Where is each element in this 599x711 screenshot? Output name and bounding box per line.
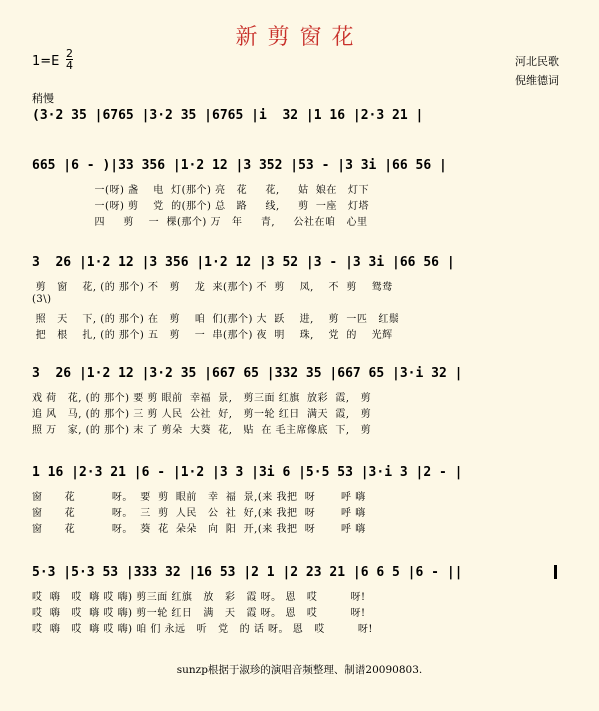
notation-line: 1 16 |2·3 21 |6 - |1·2 |3 3 |3i 6 |5·5 53 |3·i 3 |2 - | — [32, 465, 463, 480]
source-credit: 河北民歌 — [515, 55, 559, 68]
lyric-line: 哎 嗨 哎 嗨 哎 嗨) 剪三面 红旗 放 彩 霞 呀。 恩 哎 呀! — [32, 592, 366, 603]
lyric-line: 追 风 马, (的 那个) 三 剪 人民 公社 好, 剪一轮 红日 满天 霞, 剪 — [32, 409, 372, 420]
lyric-line: 窗 花 呀。 要 剪 眼前 幸 福 景,(来 我把 呀 呼 嗨 — [32, 492, 366, 503]
song-title: 新剪窗花 — [235, 25, 364, 50]
notation-line: 3 26 |1·2 12 |3 356 |1·2 12 |3 52 |3 - |3 3i |66 56 | — [32, 255, 455, 270]
final-barline — [554, 565, 557, 579]
lyric-line: 剪 窗 花, (的 那个) 不 剪 龙 来(那个) 不 剪 凤, 不 剪 鸳鸯 — [32, 282, 393, 293]
lyric-line: 窗 花 呀。 三 剪 人民 公 社 好,(来 我把 呀 呼 嗨 — [32, 508, 366, 519]
lyric-line: 把 根 扎, (的 那个) 五 剪 一 串(那个) 夜 明 珠, 党 的 光辉 — [32, 330, 393, 341]
lyric-line: (3\) — [32, 294, 52, 305]
lyric-line: 戏 荷 花, (的 那个) 要 剪 眼前 幸福 景, 剪三面 红旗 放彩 霞, 剪 — [32, 393, 372, 404]
tempo-marking: 稍慢 — [32, 92, 54, 105]
notation-line: 3 26 |1·2 12 |3·2 35 |667 65 |332 35 |667 65 |3·i 32 | — [32, 366, 463, 381]
transcription-credit: sunzp根据于淑珍的演唱音频整理、制谱20090803. — [176, 664, 423, 676]
notation-line: 665 |6 - )|33 356 |1·2 12 |3 352 |53 - |3 3i |66 56 | — [32, 158, 447, 173]
time-denominator: 4 — [66, 59, 73, 72]
lyric-line: 窗 花 呀。 葵 花 朵朵 向 阳 开,(来 我把 呀 呼 嗨 — [32, 524, 366, 535]
lyric-line: 哎 嗨 哎 嗨 哎 嗨) 咱 们 永远 听 党 的 话 呀。 恩 哎 呀! — [32, 624, 373, 635]
key-signature: 1=E — [32, 54, 60, 69]
lyricist-credit: 倪维德词 — [515, 74, 559, 87]
lyric-line: 照 天 下, (的 那个) 在 剪 咱 们(那个) 大 跃 进, 剪 一匹 红鬃 — [32, 314, 400, 325]
time-signature — [66, 48, 73, 71]
time-numerator: 2 — [66, 47, 73, 60]
notation-line: 5·3 |5·3 53 |333 32 |16 53 |2 1 |2 23 21 |6 6 5 |6 - || — [32, 565, 463, 580]
lyric-line: 一(呀) 盏 电 灯(那个) 亮 花 花, 姑 娘在 灯下 — [32, 185, 369, 196]
lyric-line: 一(呀) 剪 党 的(那个) 总 路 线, 剪 一座 灯塔 — [32, 201, 369, 212]
lyric-line: 照 万 家, (的 那个) 末 了 剪朵 大葵 花, 贴 在 毛主席像底 下, 剪 — [32, 425, 372, 436]
lyric-line: 四 剪 一 棵(那个) 万 年 青, 公社在咱 心里 — [32, 217, 368, 228]
notation-line: (3·2 35 |6765 |3·2 35 |6765 |i 32 |1 16 |2·3 21 | — [32, 108, 424, 123]
lyric-line: 哎 嗨 哎 嗨 哎 嗨) 剪一轮 红日 满 天 霞 呀。 恩 哎 呀! — [32, 608, 366, 619]
